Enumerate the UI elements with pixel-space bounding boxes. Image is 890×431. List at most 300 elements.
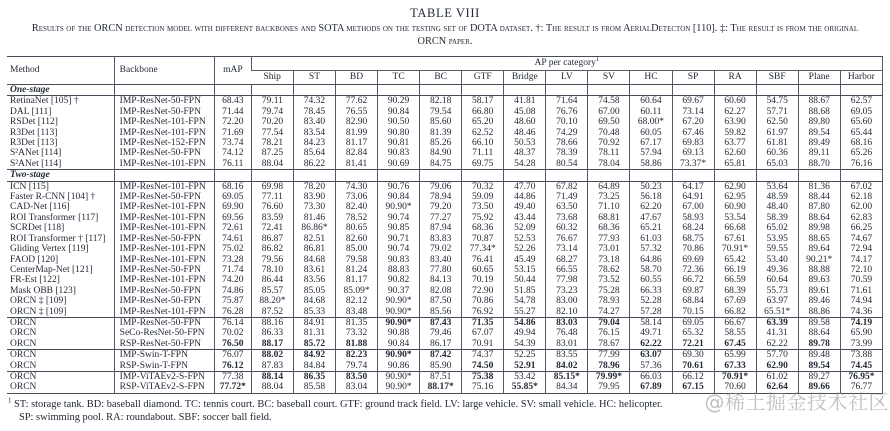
map-cell: 74.86 [214, 286, 251, 296]
ap-cell: 90.90* [378, 382, 420, 393]
section-empty-cell [840, 85, 882, 96]
ap-cell: 41.81 [504, 96, 546, 107]
ap-cell: 70.32 [462, 181, 504, 192]
ap-cell: 90.82 [378, 275, 420, 285]
backbone-cell: IMP-ResNet-101-FPN [114, 159, 214, 170]
ap-cell: 63.97 [756, 296, 798, 306]
ap-cell: 65.02 [756, 223, 798, 233]
ap-cell: 72.94 [840, 244, 882, 254]
ap-cell: 90.29 [378, 96, 420, 107]
ap-cell: 60.64 [630, 96, 672, 107]
ap-cell: 62.00 [840, 202, 882, 212]
ap-cell: 58.93 [672, 213, 714, 223]
ap-cell: 81.36 [798, 181, 840, 192]
ap-cell: 90.90* [378, 296, 420, 306]
backbone-cell: IMP-ResNet-50-FPN [114, 234, 214, 244]
ap-cell: 85.05 [293, 286, 335, 296]
ap-cell: 81.39 [420, 128, 462, 138]
ap-cell: 73.52 [588, 275, 630, 285]
ap-cell: 89.61 [798, 286, 840, 296]
table-title: TABLE VIII [410, 6, 480, 20]
ap-cell: 65.21 [630, 223, 672, 233]
ap-cell: 84.34 [546, 382, 588, 393]
ap-cell: 52.53 [504, 234, 546, 244]
method-cell: CAD-Net [116] [10, 202, 70, 213]
method-cell: ORCN [10, 328, 37, 339]
method-cell: ORCN [10, 338, 37, 349]
ap-cell: 52.26 [504, 244, 546, 254]
ap-cell: 90.71 [378, 234, 420, 244]
ap-cell: 69.67 [672, 96, 714, 107]
ap-cell: 89.27 [798, 371, 840, 382]
table-row [7, 286, 883, 296]
ap-cell: 85.57 [251, 286, 293, 296]
ap-cell: 88.67 [798, 96, 840, 107]
section-empty-cell [420, 170, 462, 181]
backbone-cell: IMP-ResNet-50-FPN [114, 286, 214, 296]
backbone-cell: IMP-ResNet-101-FPN [114, 275, 214, 285]
section-empty-cell [462, 85, 504, 96]
ap-group-superscript: 1 [595, 56, 600, 63]
ap-cell: 90.90* [378, 202, 420, 212]
ap-cell: 49.94 [504, 328, 546, 338]
ap-cell: 64.89 [588, 181, 630, 192]
ap-cell: 58.55 [714, 328, 756, 338]
ap-cell: 52.25 [504, 350, 546, 361]
method-cell: Gliding Vertex [119] [10, 244, 89, 255]
ap-cell: 89.98 [798, 223, 840, 233]
ap-cell: 61.03 [630, 234, 672, 244]
ap-cell: 90.90* [378, 307, 420, 318]
backbone-cell: RSP-ViTAEv2-S-FPN [114, 382, 214, 393]
ap-cell: 70.10 [546, 117, 588, 127]
table-row [7, 107, 883, 117]
ap-cell: 70.59 [840, 275, 882, 285]
section-empty-cell [293, 170, 335, 181]
header-category: RA [714, 71, 756, 85]
map-cell: 77.72* [214, 382, 251, 393]
ap-cell: 65.60 [840, 117, 882, 127]
ap-cell: 65.42 [714, 255, 756, 265]
table-row [7, 96, 883, 107]
backbone-cell: RSP-Swin-T-FPN [114, 361, 214, 372]
ap-cell: 76.67 [546, 234, 588, 244]
ap-cell: 87.83 [251, 361, 293, 372]
ap-cell: 68.24 [672, 223, 714, 233]
table-header [7, 57, 883, 85]
map-cell: 76.50 [214, 339, 251, 350]
map-cell: 74.20 [214, 275, 251, 285]
header-ap-group: AP per category$^1$ [251, 57, 882, 71]
ap-cell: 57.32 [630, 244, 672, 254]
ap-cell: 73.14 [672, 107, 714, 117]
ap-cell: 89.80 [798, 117, 840, 127]
ap-cell: 90.83 [378, 255, 420, 265]
ap-cell: 65.81 [714, 159, 756, 170]
header-category: BC [420, 71, 462, 85]
ap-cell: 80.54 [546, 159, 588, 170]
ap-cell: 82.40 [336, 202, 378, 212]
ap-cell: 84.02 [546, 361, 588, 372]
table-row [7, 371, 883, 382]
ap-cell: 69.83 [672, 138, 714, 148]
ap-cell: 67.46 [672, 128, 714, 138]
ap-cell: 50.44 [504, 275, 546, 285]
backbone-cell: IMP-ResNet-50-FPN [114, 317, 214, 328]
backbone-cell: IMP-ResNet-101-FPN [114, 255, 214, 265]
ap-cell: 68.39 [714, 286, 756, 296]
table-row [7, 159, 883, 170]
section-label: Two-stage [7, 170, 114, 181]
ap-cell: 86.22 [293, 159, 335, 170]
ap-cell: 83.00 [546, 296, 588, 306]
ap-cell: 48.60 [504, 117, 546, 127]
section-empty-cell [546, 85, 588, 96]
method-cell: ICN [115] [10, 181, 49, 192]
method-cell: RSDet [112] [10, 117, 58, 128]
section-empty-cell [630, 170, 672, 181]
ap-cell: 78.67 [588, 339, 630, 350]
header-category: LV [546, 71, 588, 85]
ap-cell: 65.20 [462, 117, 504, 127]
ap-cell: 60.11 [630, 107, 672, 117]
method-cell: ORCN [10, 382, 37, 393]
ap-cell: 70.87 [462, 234, 504, 244]
ap-cell: 88.64 [798, 213, 840, 223]
ap-cell: 78.10 [251, 265, 293, 275]
section-empty-cell [293, 85, 335, 96]
ap-cell: 57.70 [756, 350, 798, 361]
section-empty-cell [672, 170, 714, 181]
map-cell: 72.20 [214, 117, 251, 127]
ap-cell: 62.90 [714, 181, 756, 192]
ap-cell: 78.62 [588, 265, 630, 275]
ap-cell: 77.54 [251, 128, 293, 138]
ap-cell: 88.04 [251, 382, 293, 393]
ap-cell: 86.87 [251, 234, 293, 244]
ap-cell: 73.50 [462, 202, 504, 212]
method-cell: ORCN ‡ [109] [10, 306, 67, 317]
ap-cell: 88.83 [378, 265, 420, 275]
ap-cell: 90.88 [378, 328, 420, 338]
ap-cell: 67.15 [672, 382, 714, 393]
ap-cell: 73.14 [546, 244, 588, 254]
ap-cell: 54.86 [504, 317, 546, 328]
ap-cell: 79.58 [336, 255, 378, 265]
ap-cell: 62.95 [714, 192, 756, 202]
ap-cell: 79.20 [420, 202, 462, 212]
ap-cell: 90.84 [378, 192, 420, 202]
method-cell: ORCN ‡ [109] [10, 296, 67, 307]
ap-cell: 45.08 [504, 107, 546, 117]
ap-cell: 48.46 [504, 128, 546, 138]
header-category: SV [588, 71, 630, 85]
ap-cell: 69.05 [840, 107, 882, 117]
ap-cell: 87.80 [798, 202, 840, 212]
ap-cell: 82.18 [420, 96, 462, 107]
ap-cell: 73.88 [840, 350, 882, 361]
table-row [7, 361, 883, 372]
ap-cell: 86.81 [293, 244, 335, 254]
ap-cell: 57.71 [756, 107, 798, 117]
ap-cell: 65.03 [756, 159, 798, 170]
ap-cell: 83.90 [293, 192, 335, 202]
ap-cell: 84.75 [420, 159, 462, 170]
ap-cell: 83.56 [293, 275, 335, 285]
method-cell: ORCN [7, 371, 114, 382]
ap-cell: 79.74 [336, 361, 378, 372]
map-cell: 69.90 [214, 202, 251, 212]
ap-cell: 73.32 [336, 328, 378, 338]
section-empty-cell [630, 85, 672, 96]
ap-cell: 83.01 [546, 339, 588, 350]
ap-cell: 65.26 [840, 148, 882, 158]
ap-cell: 66.33 [630, 286, 672, 296]
ap-cell: 85.60 [420, 117, 462, 127]
ap-cell: 73.23 [546, 286, 588, 296]
ap-cell: 66.67 [714, 317, 756, 328]
ap-cell: 76.92 [462, 307, 504, 318]
ap-cell: 88.70 [798, 159, 840, 170]
ap-cell: 86.17 [420, 339, 462, 350]
ap-cell: 65.32 [672, 328, 714, 338]
ap-cell: 76.60 [251, 202, 293, 212]
ap-cell: 62.52 [462, 128, 504, 138]
map-cell: 71.74 [214, 265, 251, 275]
section-empty-cell [378, 170, 420, 181]
ap-cell: 82.51 [293, 234, 335, 244]
ap-cell: 68.36 [462, 223, 504, 233]
ap-cell: 77.62 [336, 96, 378, 107]
ap-cell: 89.49 [798, 138, 840, 148]
ap-cell: 89.11 [798, 148, 840, 158]
ap-cell: 90.83 [378, 148, 420, 158]
method-cell: Mask OBB [123] [10, 285, 76, 296]
ap-cell: 85.56 [420, 307, 462, 318]
ap-cell: 60.36 [756, 148, 798, 158]
ap-cell: 57.94 [630, 148, 672, 158]
ap-cell: 79.56 [251, 255, 293, 265]
ap-cell: 65.44 [840, 128, 882, 138]
ap-cell: 87.51 [420, 371, 462, 382]
ap-cell: 76.16 [840, 159, 882, 170]
table-row [7, 339, 883, 350]
ap-cell: 82.12 [336, 296, 378, 306]
ap-cell: 48.59 [756, 192, 798, 202]
ap-cell: 69.30 [672, 350, 714, 361]
ap-cell: 63.07 [630, 350, 672, 361]
footnote-line2: SP: swimming pool. RA: roundabout. SBF: soccer ball field. [19, 412, 272, 424]
ap-cell: 66.25 [840, 223, 882, 233]
ap-cell: 53.64 [756, 181, 798, 192]
ap-cell: 86.35 [293, 371, 335, 382]
ap-cell: 77.27 [420, 213, 462, 223]
ap-cell: 50.53 [504, 138, 546, 148]
ap-cell: 74.17 [840, 255, 882, 265]
section-empty-cell [798, 85, 840, 96]
ap-cell: 56.18 [630, 192, 672, 202]
method-cell: ROI Transformer [117] [10, 212, 99, 223]
ap-cell: 89.54 [798, 128, 840, 138]
ap-cell: 68.36 [588, 223, 630, 233]
ap-cell: 73.68 [546, 213, 588, 223]
ap-cell: 70.60 [714, 382, 756, 393]
ap-cell: 61.97 [756, 128, 798, 138]
method-cell: ORCN [7, 350, 114, 361]
ap-cell: 74.50 [462, 361, 504, 372]
ap-cell: 73.06 [336, 192, 378, 202]
ap-cell: 55.73 [756, 286, 798, 296]
ap-cell: 74.36 [840, 307, 882, 318]
ap-cell: 85.15* [546, 371, 588, 382]
ap-cell: 79.06 [420, 181, 462, 192]
ap-cell: 83.55 [546, 350, 588, 361]
backbone-cell: RSP-ResNet-50-FPN [114, 339, 214, 350]
ap-cell: 76.76 [546, 107, 588, 117]
ap-cell: 64.86 [630, 255, 672, 265]
ap-cell: 74.30 [336, 181, 378, 192]
ap-cell: 67.82 [546, 181, 588, 192]
ap-cell: 76.15 [588, 328, 630, 338]
header-category: SP [672, 71, 714, 85]
ap-cell: 88.17* [420, 382, 462, 393]
table-row [7, 307, 883, 318]
table-row [7, 275, 883, 285]
map-cell: 70.02 [214, 328, 251, 338]
ap-cell: 48.37 [504, 148, 546, 158]
ap-cell: 43.44 [504, 213, 546, 223]
ap-cell: 69.69 [672, 255, 714, 265]
map-cell: 72.61 [214, 223, 251, 233]
ap-cell: 85.33 [293, 307, 335, 318]
ap-cell: 68.81 [588, 213, 630, 223]
ap-cell: 88.20* [251, 296, 293, 306]
ap-cell: 75.28 [588, 286, 630, 296]
ap-cell: 83.48 [336, 307, 378, 318]
ap-cell: 90.37 [378, 286, 420, 296]
ap-cell: 77.93 [588, 234, 630, 244]
header-category: Bridge [504, 71, 546, 85]
ap-cell: 70.19 [462, 275, 504, 285]
ap-cell: 62.27 [714, 107, 756, 117]
ap-cell: 79.54 [420, 107, 462, 117]
section-empty-cell [114, 85, 214, 96]
header-category: Harbor [840, 71, 882, 85]
ap-cell: 60.64 [756, 275, 798, 285]
backbone-cell: IMP-ResNet-101-FPN [114, 244, 214, 254]
map-cell: 76.28 [214, 307, 251, 318]
ap-cell: 81.41 [336, 159, 378, 170]
method-cell: ORCN [7, 317, 114, 328]
ap-cell: 79.02 [420, 244, 462, 254]
ap-cell: 60.05 [630, 128, 672, 138]
ap-cell: 41.31 [756, 328, 798, 338]
ap-cell: 73.99 [840, 339, 882, 350]
ap-cell: 48.40 [756, 202, 798, 212]
ap-cell: 82.60 [336, 234, 378, 244]
ap-cell: 62.50 [756, 117, 798, 127]
ap-cell: 73.01 [588, 244, 630, 254]
map-cell: 77.38 [214, 371, 251, 382]
ap-cell: 59.09 [462, 192, 504, 202]
ap-cell: 85.00 [336, 244, 378, 254]
ap-cell: 71.11 [462, 148, 504, 158]
ap-cell: 76.55 [336, 107, 378, 117]
ap-cell: 70.92 [588, 138, 630, 148]
ap-cell: 74.58 [588, 96, 630, 107]
ap-cell: 90.80 [378, 128, 420, 138]
ap-cell: 70.86 [672, 244, 714, 254]
ap-cell: 83.50 [336, 371, 378, 382]
map-cell: 71.44 [214, 107, 251, 117]
map-cell: 69.56 [214, 213, 251, 223]
method-cell: FR-Est [122] [10, 275, 60, 286]
map-cell: 69.05 [214, 192, 251, 202]
table-row [7, 382, 883, 393]
ap-cell: 85.26 [420, 138, 462, 148]
ap-cell: 84.84 [293, 361, 335, 372]
ap-cell: 84.23 [293, 138, 335, 148]
ap-cell: 83.40 [420, 255, 462, 265]
section-empty-cell [714, 85, 756, 96]
ap-cell: 69.98 [251, 181, 293, 192]
ap-cell: 58.70 [630, 265, 672, 275]
backbone-cell: IMP-ResNet-101-FPN [114, 181, 214, 192]
ap-cell: 83.03 [546, 317, 588, 328]
ap-cell: 71.35 [462, 317, 504, 328]
map-cell: 68.43 [214, 96, 251, 107]
method-cell: S²ANet [114] [10, 158, 62, 169]
ap-cell: 70.48 [588, 128, 630, 138]
ap-cell: 86.33 [251, 328, 293, 338]
section-empty-cell [251, 170, 293, 181]
table-row [7, 255, 883, 265]
ap-cell: 88.64 [798, 328, 840, 338]
method-cell: ROI Transformer † [117] [10, 233, 106, 244]
ap-cell: 66.80 [462, 107, 504, 117]
ap-cell: 57.28 [630, 307, 672, 318]
section-empty-cell [214, 85, 251, 96]
ap-cell: 88.88 [798, 265, 840, 275]
ap-cell: 74.37 [462, 350, 504, 361]
ap-cell: 85.64 [293, 148, 335, 158]
table-row [7, 223, 883, 233]
results-table [7, 56, 883, 394]
backbone-cell: IMP-ResNet-101-FPN [114, 117, 214, 127]
ap-cell: 81.46 [293, 213, 335, 223]
ap-cell: 49.40 [504, 202, 546, 212]
ap-cell: 55.85* [504, 382, 546, 393]
ap-cell: 50.23 [630, 181, 672, 192]
backbone-cell: IMP-ResNet-101-FPN [114, 213, 214, 223]
ap-cell: 84.68 [293, 255, 335, 265]
ap-cell: 60.32 [546, 223, 588, 233]
ap-cell: 59.82 [714, 128, 756, 138]
section-empty-cell [756, 170, 798, 181]
ap-cell: 82.10 [546, 307, 588, 318]
ap-cell: 88.14 [251, 371, 293, 382]
ap-cell: 60.90 [714, 202, 756, 212]
ap-cell: 74.19 [840, 317, 882, 328]
ap-cell: 84.92 [293, 350, 335, 361]
method-cell: RetinaNet [105] † [10, 96, 79, 107]
ap-cell: 70.61 [672, 361, 714, 372]
ap-cell: 60.55 [630, 275, 672, 285]
section-empty-cell [588, 85, 630, 96]
ap-cell: 53.95 [756, 234, 798, 244]
ap-cell: 68.00* [630, 117, 672, 127]
backbone-cell: IMP-ResNet-101-FPN [114, 307, 214, 318]
